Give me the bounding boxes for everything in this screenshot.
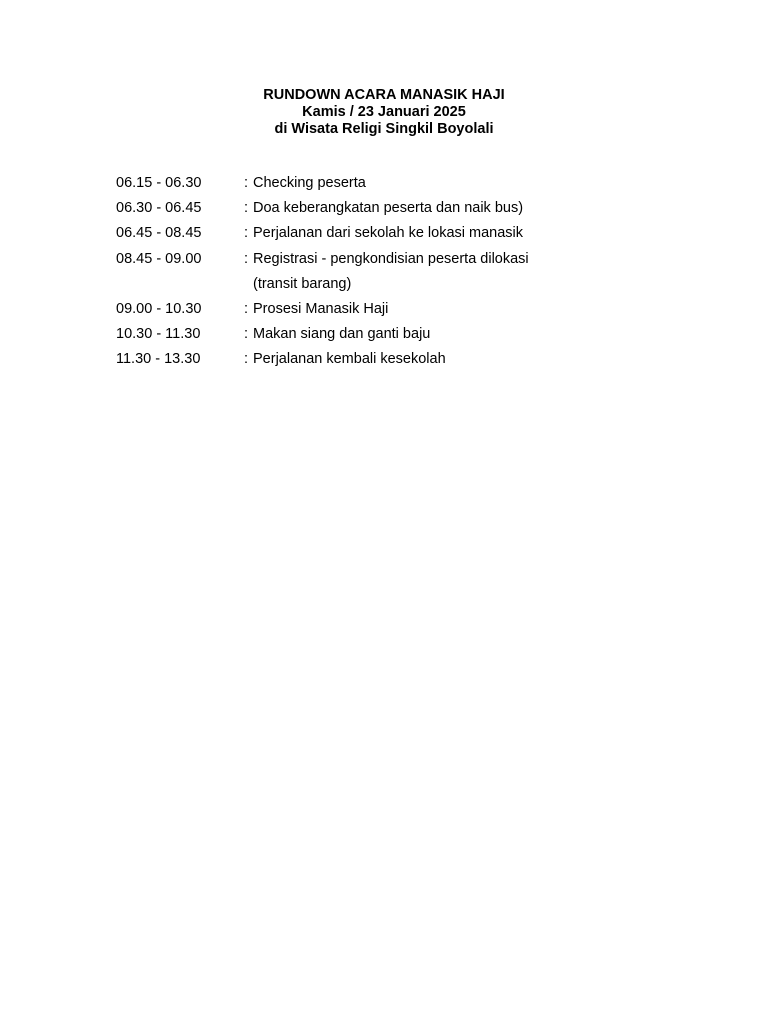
schedule-activity: Checking peserta bbox=[253, 175, 366, 191]
schedule-separator: : bbox=[244, 326, 249, 343]
schedule-row bbox=[116, 322, 676, 347]
schedule-row bbox=[116, 247, 676, 297]
schedule-time: 09.00 - 10.30 bbox=[116, 301, 202, 318]
schedule-activity-continuation: (transit barang) bbox=[253, 275, 352, 292]
schedule-time: 08.45 - 09.00 bbox=[116, 250, 202, 267]
schedule-list bbox=[116, 171, 676, 373]
schedule-row bbox=[116, 221, 676, 246]
schedule-time: 06.45 - 08.45 bbox=[116, 225, 202, 242]
schedule-activity: Registrasi - pengkondisian peserta dilokasi bbox=[253, 250, 529, 267]
schedule-activity: Perjalanan kembali kesekolah bbox=[253, 351, 446, 368]
schedule-activity: Makan siang dan ganti baju bbox=[253, 326, 431, 343]
schedule-separator: : bbox=[244, 351, 249, 368]
schedule-row bbox=[116, 196, 676, 221]
schedule-separator: : bbox=[244, 225, 249, 242]
schedule-activity: Prosesi Manasik Haji bbox=[253, 301, 389, 318]
document-heading bbox=[0, 87, 768, 138]
schedule-separator: : bbox=[244, 301, 249, 318]
schedule-row bbox=[116, 347, 676, 372]
schedule-separator: : bbox=[244, 250, 249, 267]
schedule-activity-group bbox=[253, 247, 676, 297]
heading-title: RUNDOWN ACARA MANASIK HAJI bbox=[263, 87, 505, 103]
heading-location: di Wisata Religi Singkil Boyolali bbox=[274, 121, 494, 137]
schedule-time: 11.30 - 13.30 bbox=[116, 351, 201, 368]
schedule-time: 06.15 - 06.30 bbox=[116, 175, 202, 191]
schedule-row bbox=[116, 171, 676, 196]
schedule-separator: : bbox=[244, 200, 249, 217]
heading-date: Kamis / 23 Januari 2025 bbox=[302, 104, 466, 120]
schedule-activity: Doa keberangkatan peserta dan naik bus) bbox=[253, 200, 524, 217]
schedule-separator: : bbox=[244, 175, 249, 191]
schedule-time: 06.30 - 06.45 bbox=[116, 200, 202, 217]
schedule-activity: Perjalanan dari sekolah ke lokasi manasik bbox=[253, 225, 524, 242]
schedule-row bbox=[116, 297, 676, 322]
schedule-time: 10.30 - 11.30 bbox=[116, 326, 201, 343]
